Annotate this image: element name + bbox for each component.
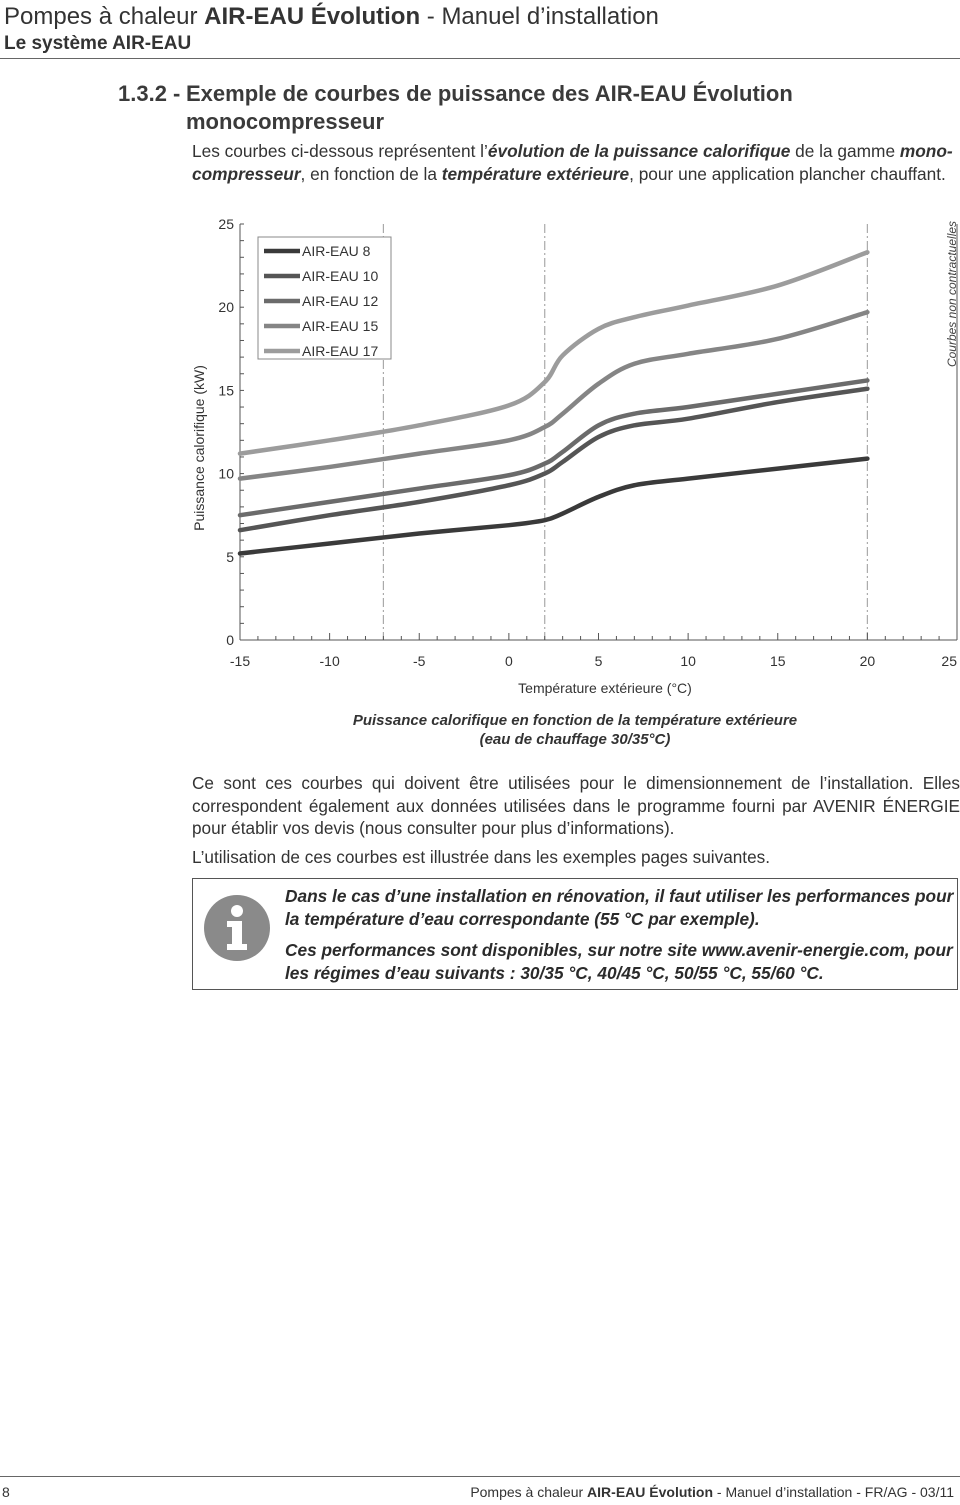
body-text [192,772,960,868]
section-title [118,80,938,136]
document-subtitle: Le système AIR-EAU [4,33,192,54]
series-line [240,459,867,554]
info-note-paragraph-1: Dans le cas d’une installation en rénovation, il faut utiliser les performances pour la température d’eau correspondante (55 °C par exemple). [285,886,954,929]
x-tick-label: 5 [594,653,603,669]
page-number: 8 [2,1484,10,1500]
legend-label: AIR-EAU 17 [302,343,379,359]
y-tick-label: 15 [218,382,234,399]
section-number: 1.3.2 - [118,81,181,106]
power-curves-chart [180,212,960,702]
x-tick-label: 25 [941,653,957,669]
intro-text-2: de la gamme [790,141,900,161]
x-tick-label: 15 [769,653,786,669]
x-tick-label: -5 [413,653,426,669]
title-prefix: Pompes à chaleur [4,3,205,30]
info-note-text [285,885,955,984]
y-tick-label: 20 [218,299,234,316]
section-title-line1: Exemple de courbes de puissance des AIR-EAU Évolution [186,81,793,106]
x-tick-label: 10 [680,653,696,669]
x-tick-label: -10 [319,653,340,669]
info-note-box [192,878,958,990]
y-axis-label: Puissance calorifique (kW) [191,365,207,531]
y-tick-label: 10 [218,465,234,482]
body-paragraph-1: Ce sont ces courbes qui doivent être utilisées pour le dimensionnement de l’installation. Elles correspondent également aux données utilisées dans le programme fourni par AVENIR ÉNERGIE pour établir vos devis (nous consulter pour plus d’informations). [192,773,960,839]
x-axis-label: Température extérieure (°C) [518,680,692,696]
footer-divider [0,1476,960,1477]
legend-label: AIR-EAU 15 [302,318,379,334]
x-tick-label: 20 [859,653,876,669]
caption-line2: (eau de chauffage 30/35°C) [479,731,671,748]
intro-text-4: , pour une application plancher chauffant. [629,164,946,184]
legend-label: AIR-EAU 10 [302,268,379,284]
info-icon [203,894,271,962]
dashed-guides [383,224,867,640]
intro-text-3: , en fonction de la [300,164,442,184]
footer-bold: AIR-EAU Évolution [587,1484,714,1500]
legend-label: AIR-EAU 8 [302,243,371,259]
intro-paragraph [192,140,958,186]
chart-legend [258,237,391,359]
legend-label: AIR-EAU 12 [302,293,379,309]
footer-text [470,1484,954,1500]
y-tick-label: 0 [226,632,234,648]
title-suffix: - Manuel d’installation [420,3,659,30]
document-title [4,2,956,32]
intro-text-1: Les courbes ci-dessous représentent l’ [192,141,488,161]
section-title-line2: monocompresseur [186,109,385,134]
title-bold: AIR-EAU Évolution [204,3,421,30]
y-tick-label: 5 [226,548,234,565]
x-tick-label: -15 [229,653,251,669]
intro-bold-1: évolution de la puissance calorifique [487,141,791,161]
footer-suffix: - Manuel d’installation - FR/AG - 03/11 [713,1484,954,1500]
chart-caption [192,711,958,749]
footer-prefix: Pompes à chaleur [470,1484,588,1500]
caption-line1: Puissance calorifique en fonction de la température extérieure [352,712,798,729]
info-note-paragraph-2: Ces performances sont disponibles, sur notre site www.avenir-energie.com, pour les régimes d’eau suivants : 30/35 °C, 40/45 °C, 50/55 °C, 55/60 °C. [285,940,953,983]
intro-bold-3: température extérieure [441,164,630,184]
intro-bold-2: mono-compresseur [192,141,953,184]
header-divider [0,58,960,59]
body-paragraph-2: L’utilisation de ces courbes est illustrée dans les exemples pages suivantes. [192,846,771,867]
y-tick-label: 25 [218,216,234,232]
side-note: Courbes non contractuelles [945,220,959,368]
x-tick-label: 0 [504,653,513,669]
page-header [4,2,956,56]
